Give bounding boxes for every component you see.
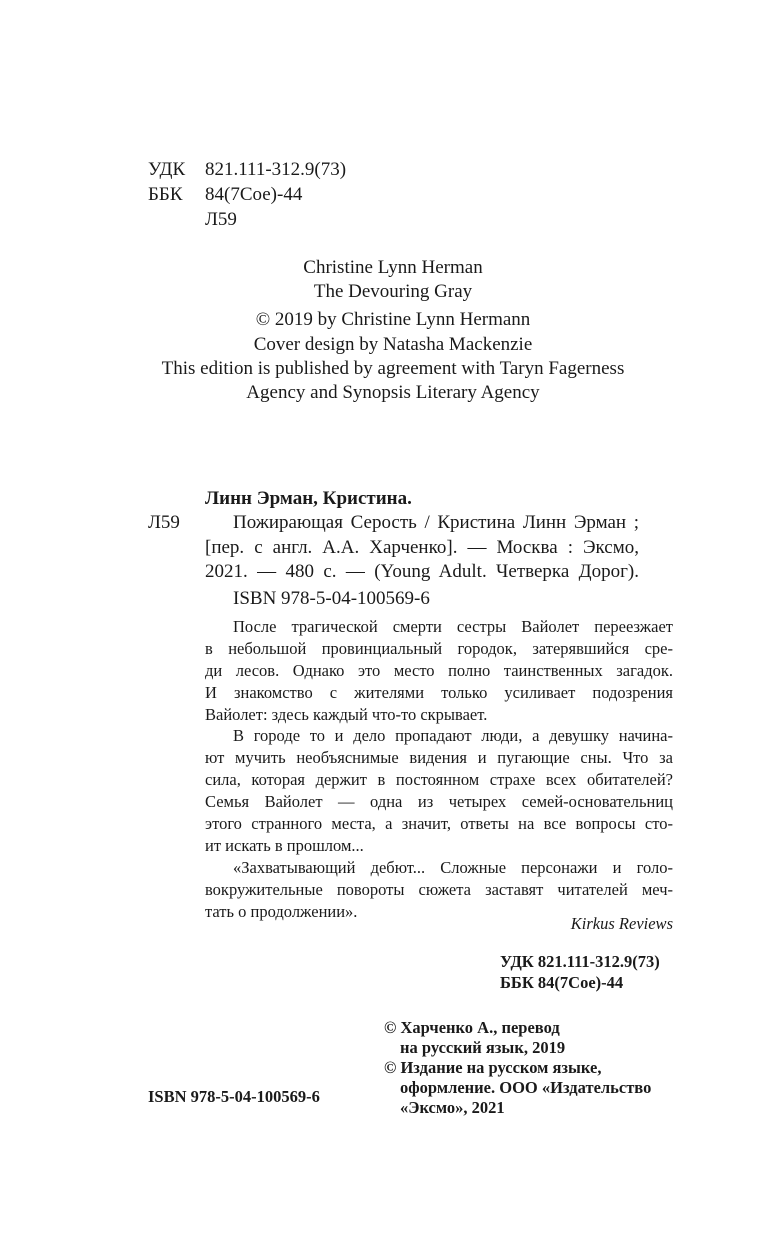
agreement-line-1: This edition is published by agreement with Taryn Fagerness [161, 358, 625, 379]
annotation-line: В городе то и дело пропадают люди, а девушку начина- [233, 726, 673, 745]
annotation-line: этого странного места, а значит, ответы на все вопросы сто- [205, 814, 673, 833]
copyright-edition-year: «Эксмо», 2021 [400, 1098, 505, 1117]
udk-value: 821.111-312.9(73) [205, 159, 347, 180]
record-isbn: ISBN 978-5-04-100569-6 [233, 588, 430, 609]
copyright-translation-year: на русский язык, 2019 [400, 1038, 566, 1057]
footer-isbn: ISBN 978-5-04-100569-6 [148, 1087, 320, 1106]
record-line-2: [пер. с англ. А.А. Харченко]. — Москва : Эксмо, [205, 537, 639, 558]
record-heading: Линн Эрман, Кристина. [205, 488, 412, 509]
annotation-line: И знакомство с жителями только усиливает подозрения [205, 683, 673, 702]
annotation-line: Вайолет: здесь каждый что-то скрывает. [205, 705, 488, 724]
copyright-edition: © Издание на русском языке, [384, 1058, 602, 1077]
copyright-translation: © Харченко А., перевод [384, 1018, 560, 1037]
quote-line: вокружительные повороты сюжета заставят читателей меч- [205, 880, 673, 899]
original-title: The Devouring Gray [313, 281, 473, 302]
annotation-line: ит искать в прошлом... [205, 836, 364, 855]
annotation-line: ют мучить необъяснимые видения и пугающие сны. Что за [205, 748, 673, 767]
agreement-line-2: Agency and Synopsis Literary Agency [246, 382, 540, 403]
annotation-line: в небольшой провинциальный городок, затерявшийся сре- [205, 639, 673, 658]
udk-label: УДК [148, 159, 186, 180]
annotation-line: Семья Вайолет — одна из четырех семей-основательниц [205, 792, 673, 811]
cover-credit: Cover design by Natasha Mackenzie [253, 334, 533, 355]
footer-udk: УДК 821.111-312.9(73) [500, 952, 660, 971]
record-line-1: Пожирающая Серость / Кристина Линн Эрман ; [233, 512, 639, 533]
annotation-line: ди лесов. Однако это место полно таинственных загадок. [205, 661, 673, 680]
copyright-edition-publisher: оформление. ООО «Издательство [400, 1078, 652, 1097]
original-copyright: © 2019 by Christine Lynn Hermann [255, 309, 531, 330]
record-code: Л59 [148, 512, 180, 533]
original-author: Christine Lynn Herman [303, 257, 483, 278]
quote-line: тать о продолжении». [205, 902, 358, 921]
footer-bbk: ББК 84(7Сое)-44 [500, 973, 624, 992]
record-line-3: 2021. — 480 с. — (Young Adult. Четверка Дорог). [205, 561, 639, 582]
annotation-line: сила, которая держит в постоянном страхе всех обитателей? [205, 770, 673, 789]
quote-source: Kirkus Reviews [570, 914, 673, 933]
author-code: Л59 [205, 209, 237, 230]
annotation-line: После трагической смерти сестры Вайолет переезжает [233, 617, 673, 636]
bbk-value: 84(7Сое)-44 [205, 184, 303, 205]
bbk-label: ББК [148, 184, 183, 205]
quote-line: «Захватывающий дебют... Сложные персонажи и голо- [233, 858, 673, 877]
